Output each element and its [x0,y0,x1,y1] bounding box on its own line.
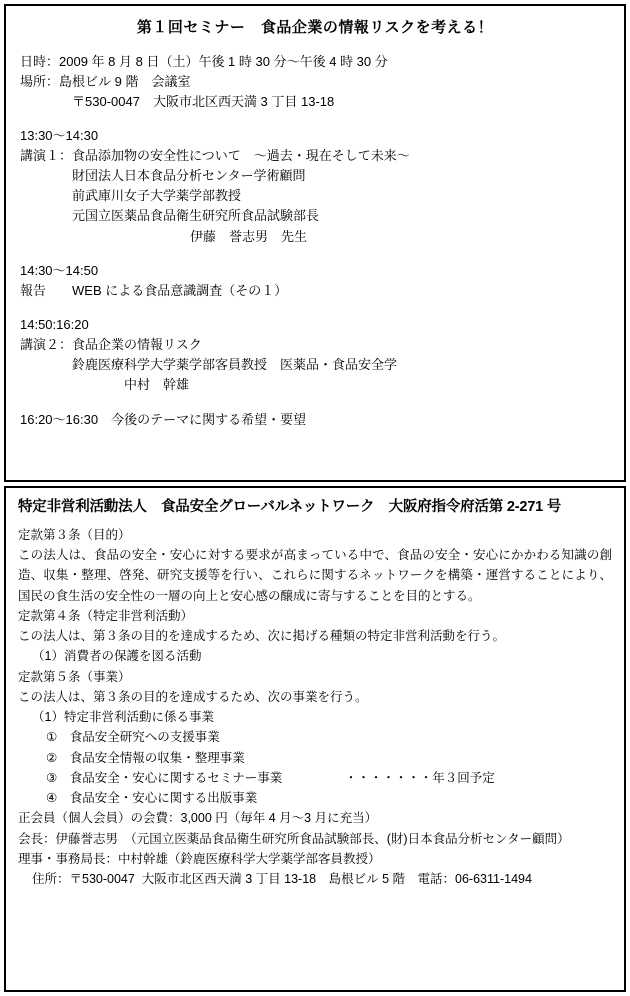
seminar-line: 日時：2009 年 8 月 8 日（土）午後 1 時 30 分～午後 4 時 30 分 [20,53,388,69]
npo-line: ① 食品安全研究への支援事業 [46,730,220,745]
npo-line: （1）消費者の保護を図る活動 [32,649,202,664]
seminar-line: 13:30～14:30 [20,127,99,143]
npo-line: 定款第５条（事業） [18,669,131,684]
npo-line: 住所：〒530-0047 大阪市北区西天満 3 丁目 13-18 島根ビル 5 階 電話：06-6311-1494 [32,872,532,887]
page-title: 第１回セミナー 食品企業の情報リスクを考える！ [136,19,494,36]
npo-line: ② 食品安全情報の収集・整理事業 [46,750,245,765]
npo-line: この法人は、食品の安全・安心に対する要求が高まっている中で、食品の安全・安心にかかわる知識の創造、収集・整理、啓発、研究支援等を行い、これらに関するネットワークを構築・運営することにより、国民の食生活の安全性の一層の向上と安心感の醸成に寄与することを目的とする。 [18,548,612,603]
seminar-line: 14:50:16:20 [20,317,89,333]
seminar-line: 報告 WEB による食品意識調査（その１） [20,282,288,298]
npo-line: 定款第４条（特定非営利活動） [18,608,194,623]
seminar-line: 講演１：食品添加物の安全性について ～過去・現在そして未来～ [20,148,410,164]
npo-line: ④ 食品安全・安心に関する出版事業 [46,791,258,806]
npo-panel [4,486,626,992]
npo-line: この法人は、第３条の目的を達成するため、次に掲げる種類の特定非営利活動を行う。 [18,629,506,644]
npo-line: 正会員（個人会員）の会費：3,000 円（毎年 4 月～3 月に充当） [18,811,378,826]
spacer [20,301,610,315]
spacer [20,247,610,261]
npo-body [18,525,612,890]
npo-line: ③ 食品安全・安心に関するセミナー事業 ・・・・・・・年３回予定 [46,770,495,785]
seminar-line: 場所：島根ビル 9 階 会議室 [20,73,191,89]
npo-line: 会長：伊藤誉志男 （元国立医薬品食品衛生研究所食品試験部長、(財)日本食品分析センター顧問） [18,831,570,846]
seminar-line: 講演２：食品企業の情報リスク [20,337,202,353]
seminar-line: 14:30～14:50 [20,262,99,278]
npo-line: この法人は、第３条の目的を達成するため、次の事業を行う。 [18,689,368,704]
seminar-panel [4,4,626,482]
spacer [20,112,610,126]
seminar-line: 鈴鹿医療科学大学薬学部客員教授 医薬品・食品安全学 [72,357,398,373]
npo-line: （1）特定非営利活動に係る事業 [32,710,214,725]
seminar-line: 伊藤 誉志男 先生 [190,228,308,244]
seminar-line: 財団法人日本食品分析センター学術顧問 [72,168,306,184]
seminar-line: 前武庫川女子大学薬学部教授 [72,188,242,204]
seminar-body [20,52,610,430]
npo-line: 定款第３条（目的） [18,527,131,542]
npo-line: 理事・事務局長：中村幹雄（鈴鹿医療科学大学薬学部客員教授） [18,851,381,866]
seminar-line: 元国立医薬品食品衛生研究所食品試験部長 [72,208,320,224]
npo-title: 特定非営利活動法人 食品安全グローバルネットワーク 大阪府指令府活第 2-271 号 [18,499,562,515]
seminar-line: 〒530-0047 大阪市北区西天満 3 丁目 13-18 [72,93,335,109]
seminar-line: 16:20～16:30 今後のテーマに関する希望・要望 [20,411,307,427]
seminar-line: 中村 幹雄 [124,377,190,393]
spacer [20,396,610,410]
